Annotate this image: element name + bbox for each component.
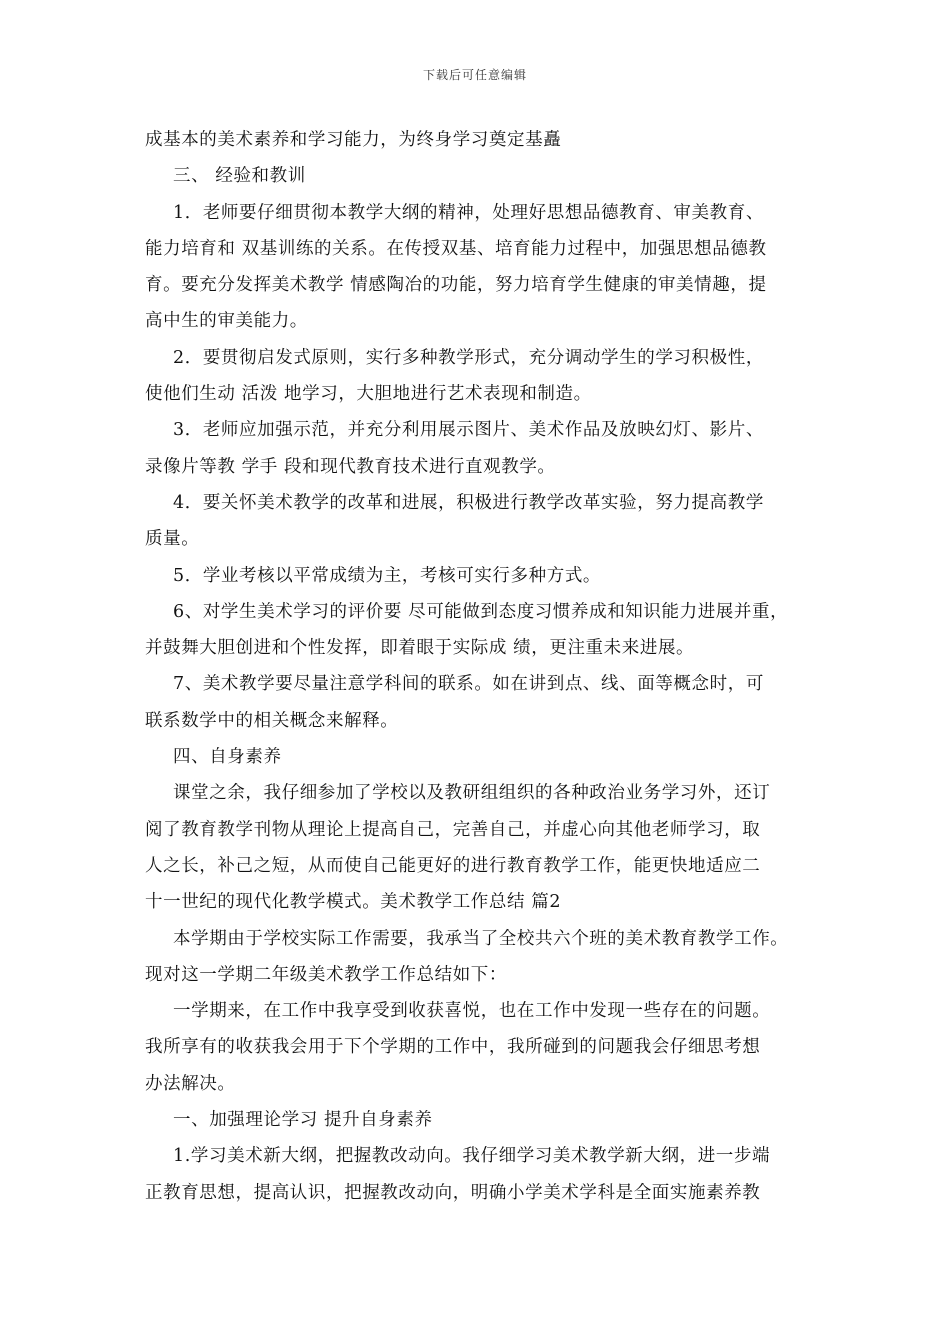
text-line: 使他们生动 活泼 地学习，大胆地进行艺术表现和制造。 (145, 384, 592, 405)
text-line: 1．老师要仔细贯彻本教学大纲的精神，处理好思想品德教育、审美教育、 (173, 202, 764, 223)
text-line: 1.学习美术新大纲，把握教改动向。我仔细学习美术教学新大纲，进一步端 (173, 1146, 771, 1167)
text-line: 质量。 (145, 529, 200, 550)
text-line: 3．老师应加强示范，并充分利用展示图片、美术作品及放映幻灯、影片、 (173, 420, 764, 441)
text-line: 并鼓舞大胆创进和个性发挥，即着眼于实际成 绩，更注重未来进展。 (145, 638, 695, 659)
text-line: 课堂之余，我仔细参加了学校以及教研组组织的各种政治业务学习外，还订 (173, 783, 771, 804)
text-line: 联系数学中的相关概念来解释。 (145, 710, 399, 731)
text-line: 录像片等教 学手 段和现代教育技术进行直观教学。 (145, 456, 556, 477)
text-line: 能力培育和 双基训练的关系。在传授双基、培育能力过程中，加强思想品德教 (145, 238, 767, 259)
text-line: 2．要贯彻启发式原则，实行多种教学形式，充分调动学生的学习积极性， (173, 347, 764, 368)
text-line: 5．学业考核以平常成绩为主，考核可实行多种方式。 (173, 565, 602, 586)
text-line: 阅了教育教学刊物从理论上提高自己，完善自己，并虚心向其他老师学习，取 (145, 819, 761, 840)
text-line: 四、自身素养 (173, 747, 282, 768)
text-line: 4．要关怀美术教学的改革和进展，积极进行教学改革实验，努力提高教学 (173, 492, 764, 513)
text-line: 现对这一学期二年级美术教学工作总结如下： (145, 964, 507, 985)
text-line: 成基本的美术素养和学习能力，为终身学习奠定基矗 (145, 130, 562, 150)
text-line: 正教育思想，提高认识，把握教改动向，明确小学美术学科是全面实施素养教 (145, 1182, 761, 1203)
text-line: 7、美术教学要尽量注意学科间的联系。如在讲到点、线、面等概念时，可 (173, 674, 764, 695)
text-line: 十一世纪的现代化教学模式。美术教学工作总结 篇2 (145, 892, 562, 913)
text-line: 我所享有的收获我会用于下个学期的工作中，我所碰到的问题我会仔细思考想 (145, 1037, 761, 1058)
document-body (145, 122, 813, 1211)
text-line: 高中生的审美能力。 (145, 311, 308, 332)
text-line: 一、加强理论学习 提升自身素养 (173, 1110, 433, 1131)
text-line: 育。要充分发挥美术教学 情感陶冶的功能，努力培育学生健康的审美情趣，提 (145, 275, 767, 296)
text-line: 三、 经验和教训 (173, 166, 306, 187)
text-line: 办法解决。 (145, 1073, 236, 1094)
text-line: 6、对学生美术学习的评价要 尽可能做到态度习惯养成和知识能力进展并重， (173, 601, 789, 622)
text-line: 人之长，补己之短，从而使自己能更好的进行教育教学工作，能更快地适应二 (145, 855, 761, 876)
page-header: 下载后可任意编辑 (422, 68, 527, 82)
text-line: 一学期来，在工作中我享受到收获喜悦，也在工作中发现一些存在的问题。 (173, 1001, 771, 1022)
text-line: 本学期由于学校实际工作需要，我承当了全校共六个班的美术教育教学工作。 (173, 928, 789, 949)
